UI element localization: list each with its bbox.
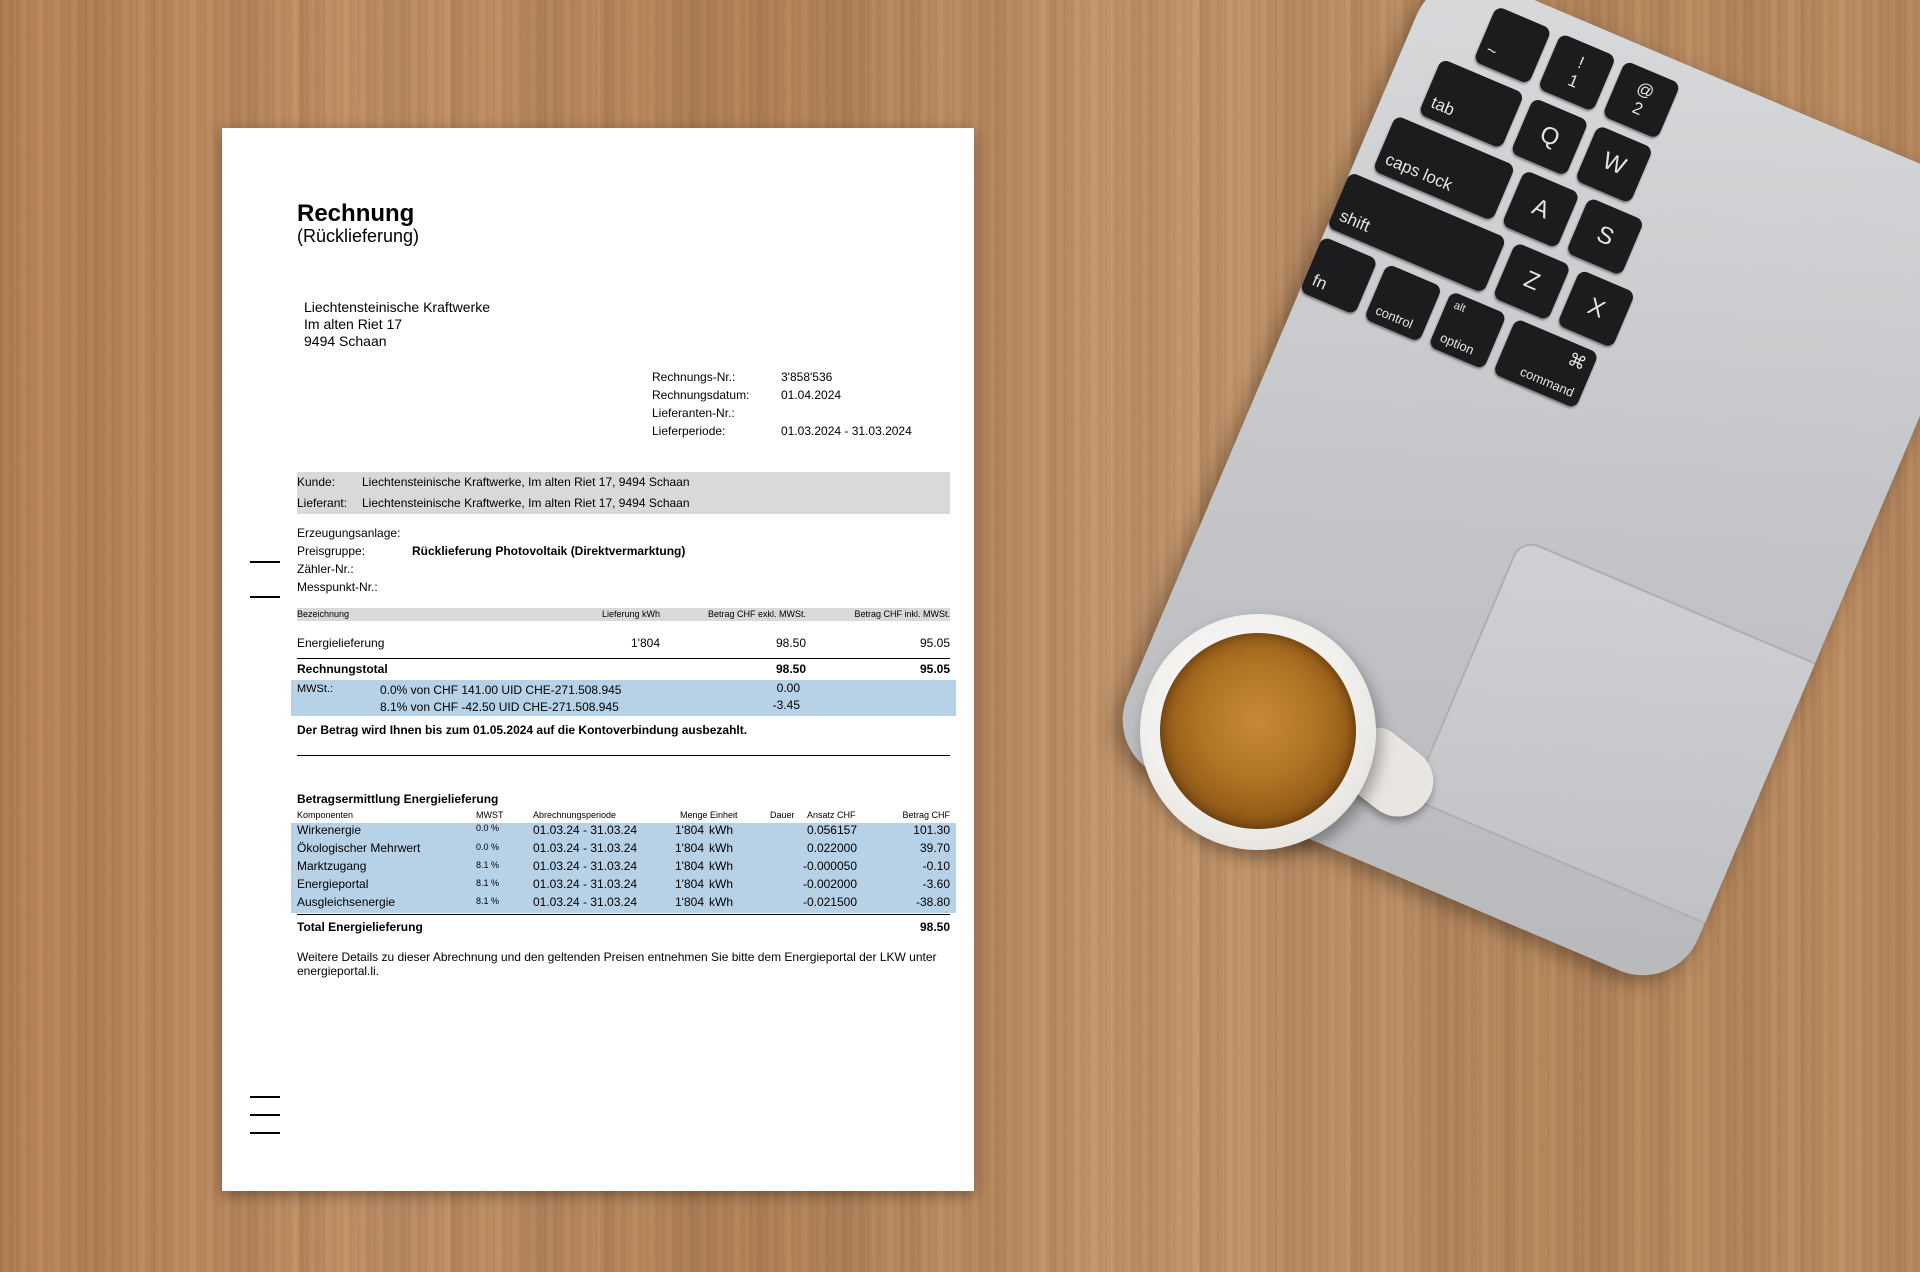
key-a: A	[1501, 170, 1580, 249]
meta-row: Lieferperiode: 01.03.2024 - 31.03.2024	[652, 424, 912, 438]
invoice-total-row: Rechnungstotal 98.50 95.05	[297, 662, 950, 676]
section-title: Betragsermittlung Energielieferung	[297, 792, 499, 806]
key-tab: tab	[1418, 58, 1524, 148]
trackpad	[1410, 537, 1874, 948]
divider	[297, 914, 950, 915]
list-item: Ökologischer Mehrwert 0.0 % 01.03.24 - 31.03.24 1'804 kWh 0.022000 39.70	[297, 841, 950, 855]
key-command: ⌘ command	[1493, 318, 1599, 408]
table-row: Energielieferung 1'804 98.50 95.05	[297, 636, 950, 650]
key-option: alt option	[1428, 291, 1507, 370]
divider	[297, 755, 950, 756]
fold-mark	[250, 1096, 280, 1098]
list-item: Ausgleichsenergie 8.1 % 01.03.24 - 31.03.24 1'804 kWh -0.021500 -38.80	[297, 895, 950, 909]
coffee	[1160, 633, 1356, 829]
key-2: @ 2	[1602, 60, 1681, 139]
meta-row: Rechnungsdatum: 01.04.2024	[652, 388, 842, 402]
components-header: Komponenten MWST Abrechnungsperiode Menge Einheit Dauer Ansatz CHF Betrag CHF	[297, 810, 950, 820]
fold-mark	[250, 1114, 280, 1116]
total-energy-row: Total Energielieferung 98.50	[297, 920, 950, 934]
meta-row: Lieferanten-Nr.:	[652, 406, 735, 420]
key-1: ! 1	[1538, 33, 1617, 112]
fold-mark	[250, 561, 280, 563]
components-table	[291, 823, 956, 913]
list-item: Marktzugang 8.1 % 01.03.24 - 31.03.24 1'804 kWh -0.000050 -0.10	[297, 859, 950, 873]
key-caps-lock: caps lock	[1372, 115, 1515, 221]
payout-note: Der Betrag wird Ihnen bis zum 01.05.2024 auf die Kontoverbindung ausbezahlt.	[297, 723, 748, 737]
key-x: X	[1557, 269, 1636, 348]
invoice-subtitle: (Rücklieferung)	[297, 226, 420, 246]
invoice-title: Rechnung	[297, 200, 415, 227]
meta-row: Rechnungs-Nr.: 3'858'536	[652, 370, 833, 384]
fold-mark	[250, 1132, 280, 1134]
list-item: Energieportal 8.1 % 01.03.24 - 31.03.24 1'804 kWh -0.002000 -3.60	[297, 877, 950, 891]
footer-note: Weitere Details zu dieser Abrechnung und den geltenden Preisen entnehmen Sie bitte dem Energieportal der LKW unter energieportal.li.	[297, 950, 937, 978]
key-q: Q	[1510, 98, 1589, 177]
mwst-box: MWSt.: 0.0% von CHF 141.00 UID CHE-271.508.945 0.00 8.1% von CHF -42.50 UID CHE-271.508.945 -3.45	[291, 680, 956, 716]
key-fn: fn	[1299, 236, 1378, 315]
key-shift: shift	[1327, 172, 1507, 294]
recipient-address: Liechtensteinische Kraftwerke Im alten Riet 17 9494 Schaan	[304, 299, 490, 349]
key-w: W	[1575, 125, 1654, 204]
key-z: Z	[1492, 242, 1571, 321]
key-control: control	[1364, 264, 1443, 343]
fold-mark	[250, 596, 280, 598]
kunde-row: Kunde: Liechtensteinische Kraftwerke, Im alten Riet 17, 9494 Schaan	[297, 472, 950, 493]
table-header: Bezeichnung Lieferung kWh Betrag CHF exkl. MWSt. Betrag CHF inkl. MWSt.	[297, 609, 950, 619]
plant-info: Erzeugungsanlage: Preisgruppe: Rücklieferung Photovoltaik (Direktvermarktung) Zähler-Nr.: Messpunkt-Nr.:	[297, 526, 686, 594]
divider	[297, 658, 950, 659]
key-s: S	[1566, 197, 1645, 276]
key-tilde: ~	[1473, 6, 1552, 85]
invoice-document	[222, 128, 974, 1191]
list-item: Wirkenergie 0.0 % 01.03.24 - 31.03.24 1'804 kWh 0.056157 101.30	[297, 823, 950, 837]
invoice-meta	[652, 368, 912, 440]
lieferant-row: Lieferant: Liechtensteinische Kraftwerke, Im alten Riet 17, 9494 Schaan	[297, 493, 950, 514]
